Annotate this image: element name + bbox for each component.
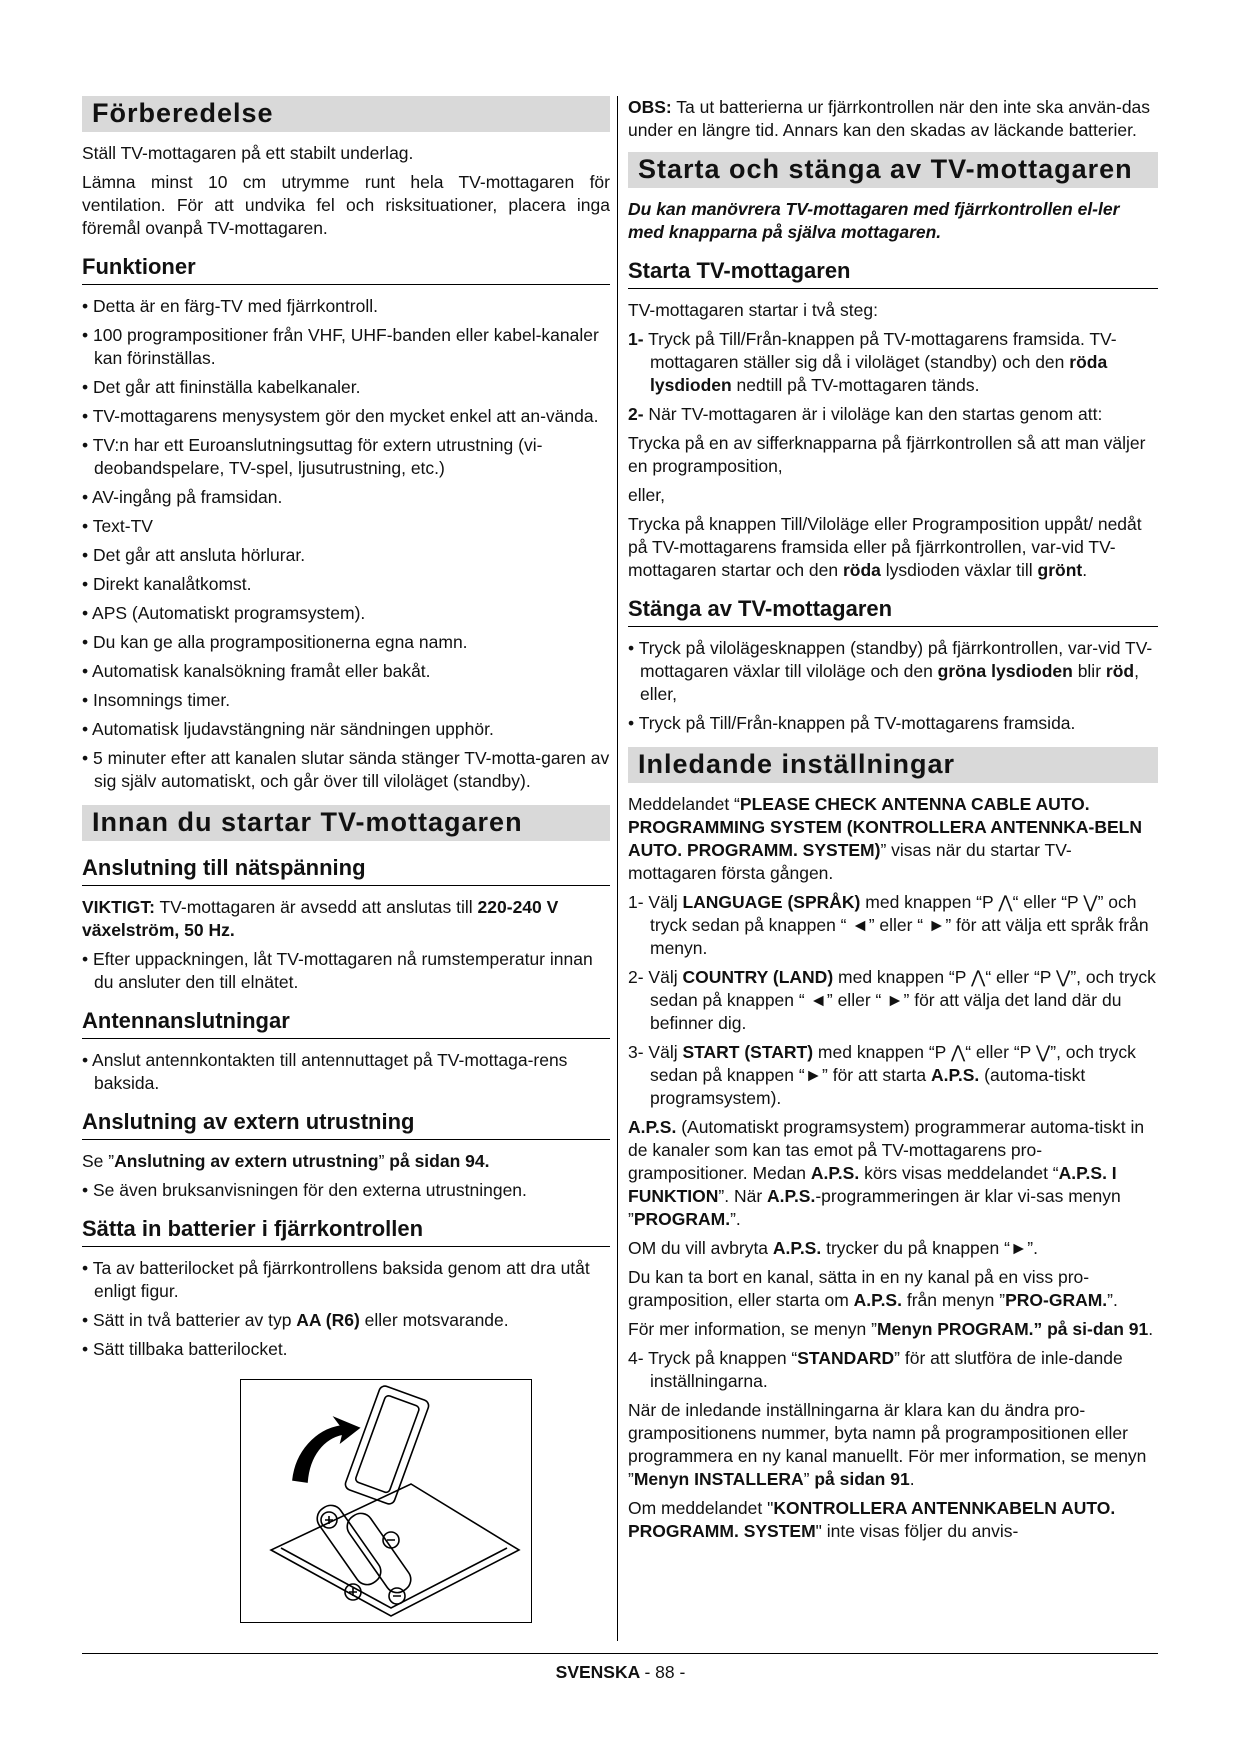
left-column [82, 96, 610, 1623]
list-item: • Sätt in två batterier av typ AA (R6) eller motsvarande. [82, 1310, 509, 1330]
paragraph: Ställ TV-mottagaren på ett stabilt underlag. [82, 143, 414, 163]
list-item: • 5 minuter efter att kanalen slutar sända stänger TV-motta-garen av sig själv automatiskt, och går över till viloläget (standby). [82, 748, 610, 791]
list-item: • Anslut antennkontakten till antennuttaget på TV-mottaga-rens baksida. [82, 1050, 568, 1093]
list-item: • AV-ingång på framsidan. [82, 487, 283, 507]
paragraph: När de inledande inställningarna är klara kan du ändra pro-grampositionens nummer, byta namn på programpositionen eller programmera en ny kanal manuellt. För mer information, se menyn ”Menyn INSTALLERA” på sidan 91. [628, 1400, 1147, 1489]
remote-battery-illustration [241, 1380, 531, 1622]
list-item: • 100 programpositioner från VHF, UHF-banden eller kabel-kanaler kan förinställas. [82, 325, 599, 368]
heading-extern: Anslutning av extern utrustning [82, 1109, 610, 1140]
list-item: • Automatisk ljudavstängning när sändningen upphör. [82, 719, 494, 739]
feature-list [82, 295, 610, 793]
paragraph: För mer information, se menyn ”Menyn PROGRAM.” på si-dan 91. [628, 1319, 1154, 1339]
column-divider [617, 96, 618, 1641]
list-item: • Direkt kanalåtkomst. [82, 574, 252, 594]
heading-stanga: Stänga av TV-mottagaren [628, 596, 1158, 627]
step-1: 1- Välj LANGUAGE (SPRÅK) med knappen “P ⋀“ eller “P ⋁” och tryck sedan på knappen “ ◄” eller “ ►” för att välja ett språk från menyn. [628, 892, 1149, 958]
heading-antenn: Antennanslutningar [82, 1008, 610, 1039]
heading-starta: Starta TV-mottagaren [628, 258, 1158, 289]
footer-language: SVENSKA [555, 1662, 640, 1682]
paragraph: Om meddelandet "KONTROLLERA ANTENNKABELN AUTO. PROGRAMM. SYSTEM" inte visas följer du anvis- [628, 1498, 1116, 1541]
list-item: • Ta av batterilocket på fjärrkontrollens baksida genom att dra utåt enligt figur. [82, 1258, 590, 1301]
list-item: • Tryck på Till/Från-knappen på TV-mottagarens framsida. [628, 713, 1076, 733]
section-title-forberedelse: Förberedelse [82, 96, 610, 132]
list-item: • Insomnings timer. [82, 690, 231, 710]
list-item: • Det går att ansluta hörlurar. [82, 545, 306, 565]
paragraph: Trycka på knappen Till/Viloläge eller Programposition uppåt/ nedåt på TV-mottagarens framsida eller på fjärrkontrollen, var-vid TV-mottagaren startar och den röda lysdioden växlar till grönt. [628, 514, 1142, 580]
list-item: • Detta är en färg-TV med fjärrkontroll. [82, 296, 378, 316]
list-item: • Du kan ge alla programpositionerna egna namn. [82, 632, 468, 652]
paragraph: eller, [628, 485, 665, 505]
list-item: • APS (Automatiskt programsystem). [82, 603, 366, 623]
paragraph: Meddelandet “PLEASE CHECK ANTENNA CABLE AUTO. PROGRAMMING SYSTEM (KONTROLLERA ANTENNKA-BELN AUTO. PROGRAMM. SYSTEM)” visas när du startar TV-mottagaren första gången. [628, 794, 1142, 883]
section-title-innan: Innan du startar TV-mottagaren [82, 805, 610, 841]
paragraph-viktigt: VIKTIGT: TV-mottagaren är avsedd att anslutas till 220-240 V växelström, 50 Hz. [82, 897, 559, 940]
heading-natspanning: Anslutning till nätspänning [82, 855, 610, 886]
paragraph: Trycka på en av sifferknapparna på fjärrkontrollen så att man väljer en programposition, [628, 433, 1146, 476]
section-title-inledande: Inledande inställningar [628, 747, 1158, 783]
list-item: • Det går att fininställa kabelkanaler. [82, 377, 361, 397]
list-item: • Efter uppackningen, låt TV-mottagaren nå rumstemperatur innan du ansluter den till elnätet. [82, 949, 593, 992]
list-item: • Automatisk kanalsökning framåt eller bakåt. [82, 661, 431, 681]
section-title-starta-stanga: Starta och stänga av TV-mottagaren [628, 152, 1158, 188]
step-3: 3- Välj START (START) med knappen “P ⋀“ eller “P ⋁”, och tryck sedan på knappen “►” för att starta A.P.S. (automa-tiskt programsystem). [628, 1042, 1136, 1108]
list-item: • TV:n har ett Euroanslutningsuttag för extern utrustning (vi-deobandspelare, TV-spel, ljusutrustning, etc.) [82, 435, 543, 478]
list-item: • TV-mottagarens menysystem gör den mycket enkel att an-vända. [82, 406, 599, 426]
list-item: • Sätt tillbaka batterilocket. [82, 1339, 288, 1359]
paragraph: Du kan ta bort en kanal, sätta in en ny kanal på en viss pro-gramposition, eller starta om A.P.S. från menyn ”PRO-GRAM.”. [628, 1267, 1118, 1310]
step-1: 1- Tryck på Till/Från-knappen på TV-mottagarens framsida. TV-mottagaren ställer sig då i viloläget (standby) och den röda lysdioden nedtill på TV-mottagaren tänds. [628, 329, 1117, 395]
step-4: 4- Tryck på knappen “STANDARD” för att slutföra de inle-dande inställningarna. [628, 1348, 1123, 1391]
list-item: • Tryck på vilolägesknappen (standby) på fjärrkontrollen, var-vid TV-mottagaren växlar till viloläge och den gröna lysdioden blir röd, eller, [628, 638, 1153, 704]
step-2: 2- När TV-mottagaren är i viloläge kan den startas genom att: [628, 404, 1103, 424]
paragraph-extern: Se ”Anslutning av extern utrustning” på sidan 94. [82, 1151, 490, 1171]
paragraph-intro: Du kan manövrera TV-mottagaren med fjärrkontrollen el-ler med knapparna på själva mottagaren. [628, 199, 1120, 242]
paragraph: Lämna minst 10 cm utrymme runt hela TV-mottagaren för ventilation. För att undvika fel och risksituationer, placera inga föremål ovanpå TV-mottagaren. [82, 172, 610, 238]
page-footer [0, 1662, 1241, 1683]
footer-rule [82, 1653, 1158, 1654]
list-item: • Se även bruksanvisningen för den externa utrustningen. [82, 1180, 527, 1200]
heading-batterier: Sätta in batterier i fjärrkontrollen [82, 1216, 610, 1247]
paragraph: OM du vill avbryta A.P.S. trycker du på knappen “►”. [628, 1238, 1038, 1258]
paragraph-aps: A.P.S. (Automatiskt programsystem) programmerar automa-tiskt in de kanaler som kan tas emot på TV-mottagarens pro-grampositioner. Medan A.P.S. körs visas meddelandet “A.P.S. I FUNKTION”. När A.P.S.-programmeringen är klar vi-sas menyn ”PROGRAM.”. [628, 1117, 1145, 1229]
list-item: • Text-TV [82, 516, 153, 536]
battery-figure [240, 1379, 532, 1623]
heading-funktioner: Funktioner [82, 254, 610, 285]
page-number: - 88 - [644, 1662, 686, 1682]
paragraph: TV-mottagaren startar i två steg: [628, 300, 878, 320]
right-column [628, 96, 1158, 1549]
paragraph-obs: OBS: Ta ut batterierna ur fjärrkontrollen när den inte ska använ-das under en längre tid. Annars kan den skadas av läckande batterier. [628, 97, 1151, 140]
step-2: 2- Välj COUNTRY (LAND) med knappen “P ⋀“ eller “P ⋁”, och tryck sedan på knappen “ ◄” eller “ ►” för att välja det land där du befinner dig. [628, 967, 1156, 1033]
